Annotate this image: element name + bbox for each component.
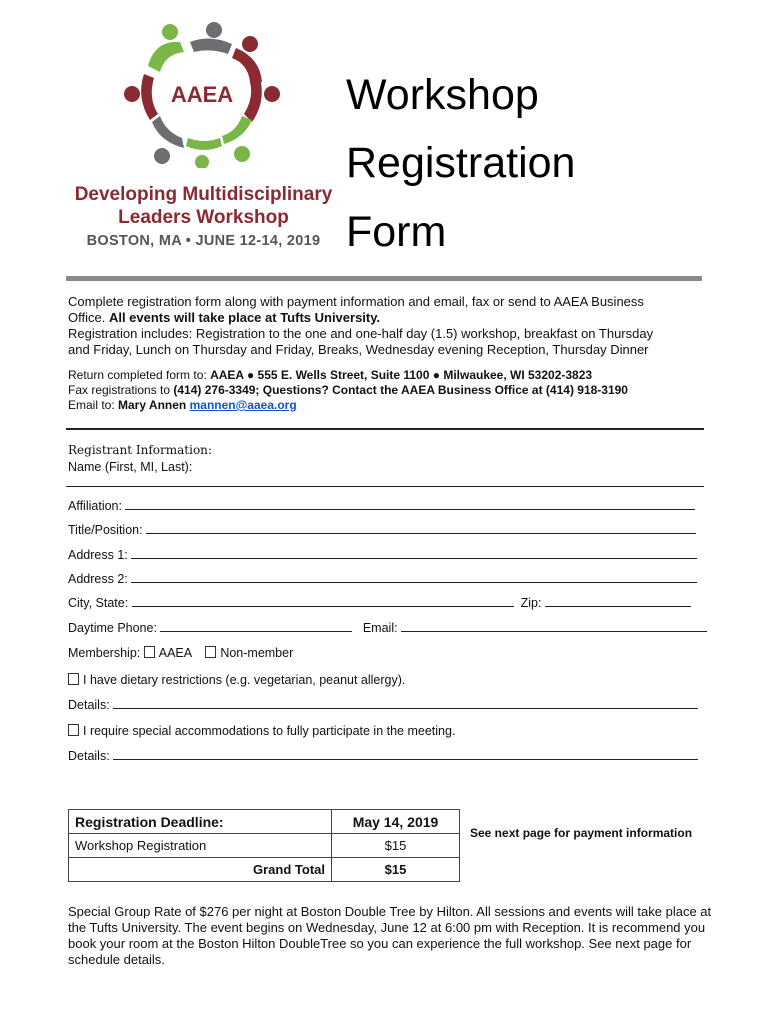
return-address: AAEA ● 555 E. Wells Street, Suite 1100 ● Milwaukee, WI 53202-3823 [210,368,593,382]
address2-label: Address 2: [68,572,132,586]
city-state-zip-row [68,595,691,611]
email-contact-name: Mary Annen [118,398,187,412]
details1-label: Details: [68,698,114,712]
affiliation-row [68,498,695,514]
intro-text [68,294,708,358]
title-line3: Form [346,208,447,256]
table-row [69,858,460,882]
affiliation-field[interactable] [125,498,695,510]
zip-label: Zip: [520,596,545,610]
address2-row [68,571,697,587]
hotel-info [68,904,718,968]
fax-label: Fax registrations to [68,383,174,397]
event-name-line1: Developing Multidisciplinary [74,184,333,205]
email-contact-link[interactable]: mannen@aaea.org [189,398,297,412]
table-row [69,834,460,858]
intro-p1-b: Office. [68,310,109,325]
event-location-dates: BOSTON, MA • JUNE 12-14, 2019 [86,233,321,249]
phone-email-row [68,620,707,636]
details2-label: Details: [68,749,114,763]
address1-label: Address 1: [68,548,132,562]
fax-number: (414) 276-3349; Questions? Contact the AAEA Business Office at (414) 918-3190 [173,383,628,397]
details1-row [68,697,698,713]
membership-nonmember-checkbox[interactable] [205,646,216,658]
email-to-label: Email to: [68,398,119,412]
email-field[interactable] [401,620,707,632]
name-label: Name (First, MI, Last): [68,460,193,474]
registrant-section-title: Registrant Information: [68,443,212,457]
title-position-label: Title/Position: [68,523,147,537]
phone-label: Daytime Phone: [68,621,161,635]
aaea-logo [110,18,295,168]
address1-field[interactable] [131,547,697,559]
address2-field[interactable] [131,571,697,583]
hotel-info-line4: schedule details. [68,952,165,967]
membership-label: Membership: [68,646,144,660]
contact-info [68,368,708,413]
address1-row [68,547,697,563]
intro-p1-bold: All events will take place at Tufts University. [108,310,381,325]
header-divider [66,276,702,281]
membership-aaea-checkbox[interactable] [144,646,155,658]
phone-field[interactable] [160,620,352,632]
title-line2: Registration [346,139,576,187]
event-name [66,183,341,229]
logo-acronym-text: AAEA [170,82,234,107]
deadline-date: May 14, 2019 [332,810,460,834]
grand-total-price: $15 [332,858,460,882]
membership-row [68,646,293,661]
details2-row [68,748,698,764]
email-label: Email: [362,621,402,635]
deadline-label: Registration Deadline: [69,810,332,834]
return-label: Return completed form to: [68,368,211,382]
affiliation-label: Affiliation: [68,499,126,513]
title-position-field[interactable] [146,522,696,534]
city-state-field[interactable] [132,595,514,607]
table-row [69,810,460,834]
title-line1: Workshop [346,71,539,119]
membership-aaea-label: AAEA [158,646,192,660]
hotel-info-line3: book your room at the Boston Hilton DoubleTree so you can experience the full workshop. See next page for [68,936,692,951]
workshop-registration-label: Workshop Registration [69,834,332,858]
city-state-label: City, State: [68,596,132,610]
membership-nonmember-label: Non-member [220,646,294,660]
people-circle-icon [110,18,295,168]
name-field-line[interactable] [66,486,704,487]
dietary-label: I have dietary restrictions (e.g. vegetarian, peanut allergy). [83,673,406,687]
intro-p2-a: Registration includes: Registration to the one and one-half day (1.5) workshop, breakfast on Thursday [68,326,654,341]
hotel-info-line2: the Tufts University. The event begins on Wednesday, June 12 at 6:00 pm with Reception. It is recommend you [68,920,706,935]
accommodations-row [68,724,455,739]
registration-table [68,809,460,882]
dietary-checkbox[interactable] [68,673,79,685]
accommodations-label: I require special accommodations to fully participate in the meeting. [83,724,456,738]
intro-p1-a: Complete registration form along with payment information and email, fax or send to AAEA Business [68,294,644,309]
grand-total-label: Grand Total [69,858,332,882]
hotel-info-line1: Special Group Rate of $276 per night at Boston Double Tree by Hilton. All sessions and events will take place at [68,904,712,919]
contact-divider [66,428,704,430]
event-name-line2: Leaders Workshop [118,207,289,228]
dietary-row [68,673,405,688]
intro-p2-b: and Friday, Lunch on Thursday and Friday, Breaks, Wednesday evening Reception, Thursday Dinner [68,342,649,357]
accommodations-checkbox[interactable] [68,724,79,736]
payment-note: See next page for payment information [470,826,693,840]
details2-field[interactable] [113,748,698,760]
title-position-row [68,522,696,538]
details1-field[interactable] [113,697,698,709]
workshop-registration-price: $15 [332,834,460,858]
zip-field[interactable] [545,595,691,607]
